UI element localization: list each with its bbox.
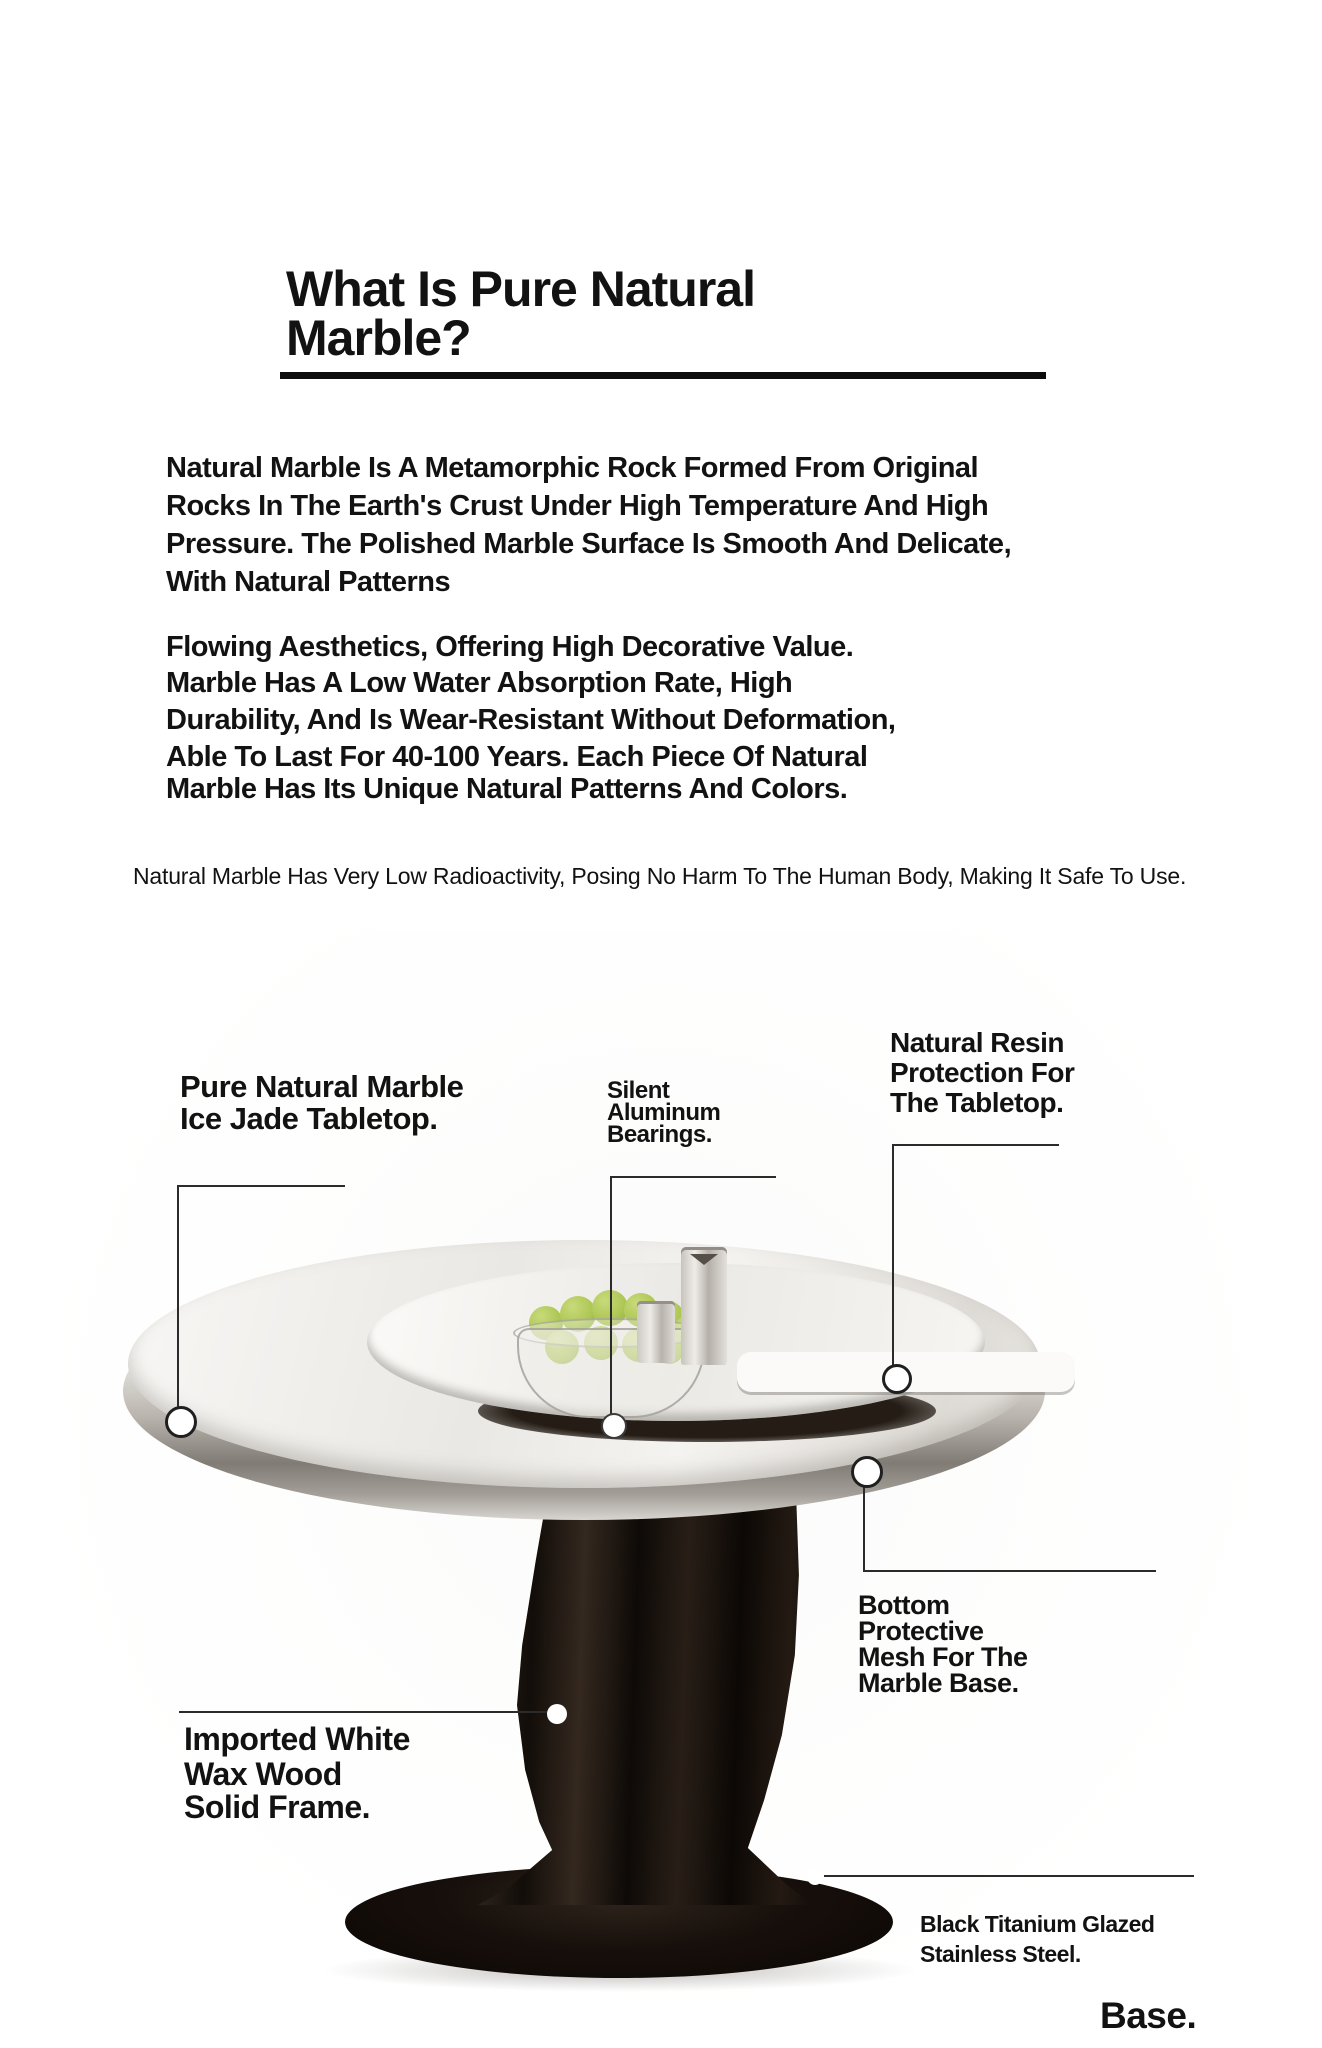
callout-line-mesh-h [863, 1570, 1156, 1572]
page-title-line1: What Is Pure Natural [286, 261, 755, 317]
intro-paragraph1-line: With Natural Patterns [166, 566, 451, 598]
callout-dot-frame [547, 1704, 567, 1724]
intro-paragraph2-line: Marble Has A Low Water Absorption Rate, High [166, 667, 793, 699]
intro-paragraph1-line: Natural Marble Is A Metamorphic Rock Formed From Original [166, 452, 979, 484]
title-underline [280, 372, 1046, 379]
callout-line-bearings-h [610, 1176, 776, 1178]
callout-line-bearings-v [610, 1176, 612, 1414]
callout-label-mesh: Marble Base. [858, 1668, 1019, 1698]
intro-paragraph2-line: Flowing Aesthetics, Offering High Decorative Value. [166, 631, 854, 663]
callout-line-tabletop-v [177, 1185, 179, 1408]
callout-label-mesh: Bottom [858, 1590, 950, 1620]
callout-dot-resin [882, 1364, 912, 1394]
callout-label-mesh: Mesh For The [858, 1642, 1028, 1672]
callout-dot-tabletop [165, 1406, 197, 1438]
callout-label-resin: Protection For [890, 1057, 1075, 1088]
callout-line-resin-h [892, 1144, 1059, 1146]
intro-paragraph2-line: Able To Last For 40-100 Years. Each Piece Of Natural [166, 741, 868, 773]
callout-label-resin: The Tabletop. [890, 1087, 1064, 1118]
radioactivity-note: Natural Marble Has Very Low Radioactivity, Posing No Harm To The Human Body, Making It Safe To Use. [133, 863, 1187, 889]
callout-dot-mesh [851, 1456, 883, 1488]
callout-label-base-material: Stainless Steel. [920, 1941, 1081, 1967]
callout-label-mesh: Protective [858, 1616, 984, 1646]
callout-line-base-h [824, 1875, 1194, 1877]
callout-dot-base [807, 1869, 823, 1885]
callout-label-base-material: Black Titanium Glazed [920, 1911, 1155, 1937]
callout-line-mesh-v [863, 1483, 865, 1572]
callout-line-frame-h [179, 1711, 549, 1713]
intro-paragraph2-line: Durability, And Is Wear-Resistant Without Deformation, [166, 704, 896, 736]
candleholder-chevron-mark [690, 1254, 718, 1265]
callout-line-tabletop-h [178, 1185, 345, 1187]
callout-label-tabletop: Ice Jade Tabletop. [180, 1101, 438, 1136]
callout-label-bearings: Silent [607, 1077, 670, 1104]
short-glass-candleholder [637, 1301, 675, 1363]
intro-paragraph1-line: Rocks In The Earth's Crust Under High Temperature And High [166, 490, 989, 522]
callout-label-frame: Wax Wood [184, 1756, 342, 1792]
page-title-line2: Marble? [286, 310, 471, 366]
callout-label-frame: Imported White [184, 1721, 410, 1757]
intro-paragraph2-line: Marble Has Its Unique Natural Patterns And Colors. [166, 773, 848, 805]
callout-line-resin-v [892, 1144, 894, 1365]
callout-label-bearings: Bearings. [607, 1121, 712, 1148]
callout-label-base-word: Base. [1100, 1995, 1197, 2036]
callout-label-bearings: Aluminum [607, 1099, 721, 1126]
callout-label-tabletop: Pure Natural Marble [180, 1069, 464, 1104]
callout-label-frame: Solid Frame. [184, 1789, 371, 1825]
intro-paragraph1-line: Pressure. The Polished Marble Surface Is Smooth And Delicate, [166, 528, 1012, 560]
callout-dot-bearings [601, 1413, 627, 1439]
callout-label-resin: Natural Resin [890, 1027, 1064, 1058]
